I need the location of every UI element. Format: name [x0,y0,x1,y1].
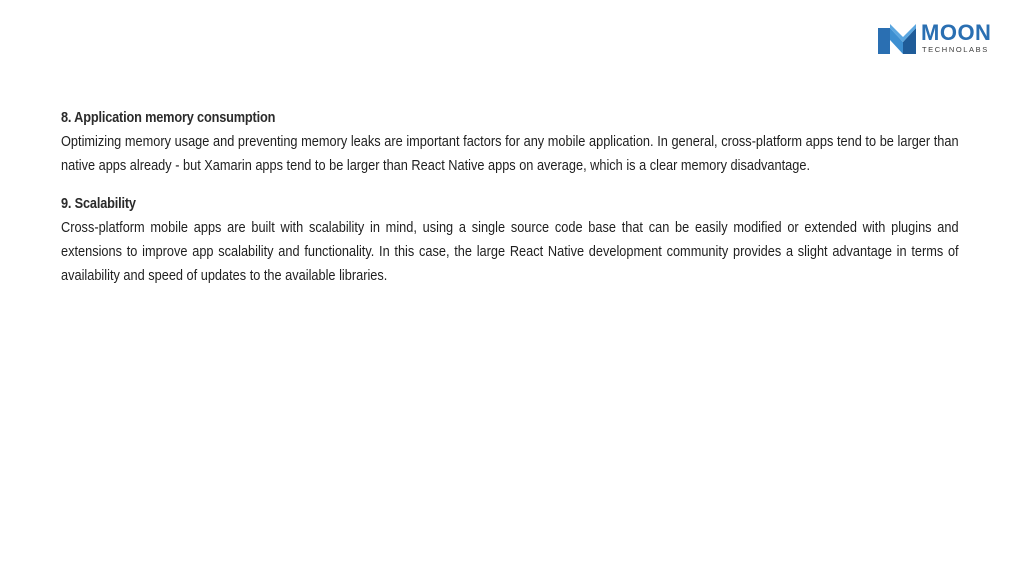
logo-wordmark: MOON [921,20,992,45]
section-heading: 8. Application memory consumption [61,110,276,126]
section-heading: 9. Scalability [61,196,136,212]
logo-tagline: TECHNOLABS [922,45,989,54]
section-paragraph: Optimizing memory usage and preventing memory leaks are important factors for any mobile application. In general, cross-platform apps tend to be larger than native apps already - but Xamarin apps tend to be larger than React Native apps on average, which is a clear memory disadvantage. [61,134,959,174]
moon-technolabs-logo-icon [878,24,916,54]
section-memory-consumption [61,106,959,178]
document-content [61,106,959,302]
section-paragraph: Cross-platform mobile apps are built with scalability in mind, using a single source code base that can be easily modified or extended with plugins and extensions to improve app scalability and functionality. In this case, the large React Native development community provides a slight advantage in terms of availability and speed of updates to the available libraries. [61,220,959,284]
company-logo [878,22,1000,56]
section-scalability [61,192,959,288]
